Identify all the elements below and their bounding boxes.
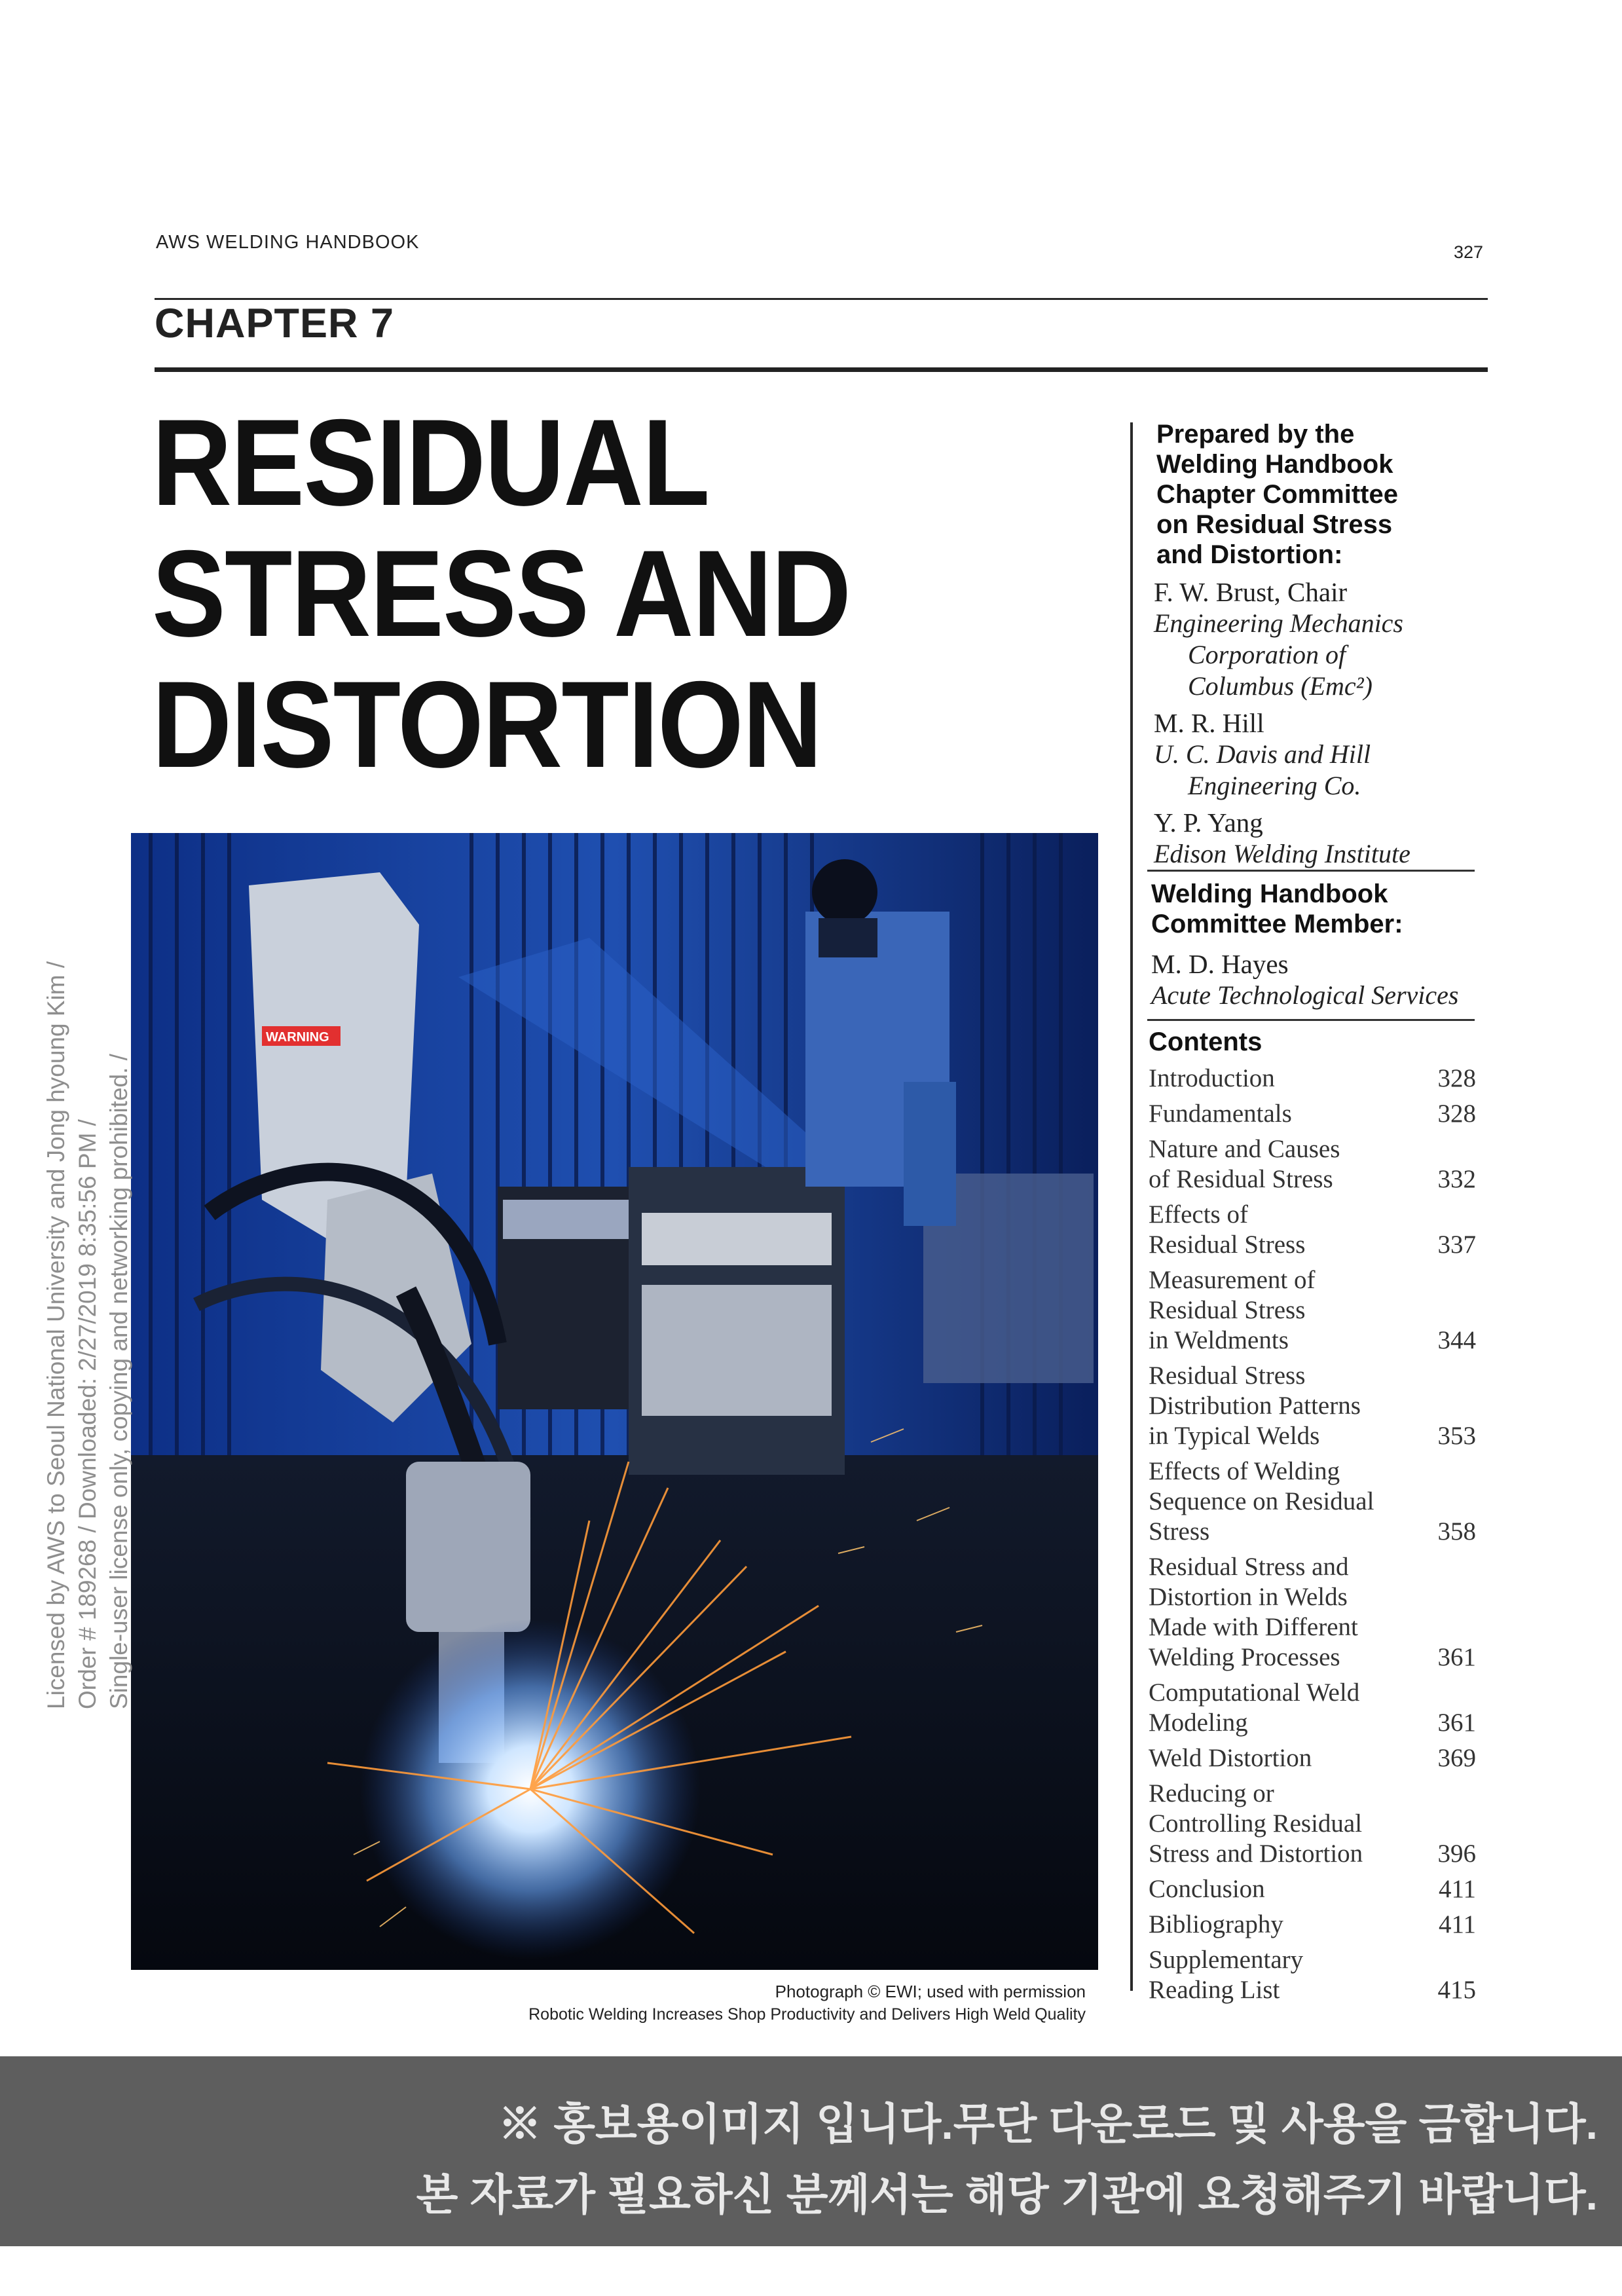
contents-heading: Contents [1149, 1028, 1263, 1056]
prepared-heading-line: Prepared by the [1156, 420, 1355, 449]
toc-entry[interactable] [1149, 1552, 1476, 1673]
toc-title: Sequence on Residual [1149, 1487, 1374, 1515]
title-line-3: DISTORTION [152, 656, 822, 793]
toc-title: Measurement of [1149, 1266, 1316, 1294]
toc-page: 344 [1437, 1326, 1476, 1354]
toc-page: 415 [1437, 1976, 1476, 2004]
sidebar-rule [1147, 870, 1475, 872]
toc-entry[interactable] [1149, 1743, 1476, 1773]
toc-title: Introduction [1149, 1064, 1275, 1092]
robotic-welding-scene [131, 833, 1098, 1970]
notice-line-1: ※ 홍보용이미지 입니다.무단 다운로드 및 사용을 금합니다. [498, 2100, 1598, 2148]
toc-page: 411 [1438, 1910, 1476, 1938]
license-watermark [41, 858, 135, 1709]
toc-page: 396 [1437, 1840, 1476, 1868]
member-name: F. W. Brust, Chair [1154, 577, 1348, 607]
prepared-heading [1156, 419, 1398, 570]
toc-title: Controlling Residual [1149, 1809, 1363, 1838]
title-line-2: STRESS AND [152, 525, 851, 662]
toc-entry[interactable] [1149, 1779, 1476, 1869]
prepared-heading-line: Welding Handbook [1156, 450, 1393, 479]
toc-page: 337 [1437, 1231, 1476, 1259]
toc-page: 369 [1437, 1744, 1476, 1772]
committee-member-heading [1151, 879, 1459, 1011]
toc-page: 332 [1437, 1165, 1476, 1193]
toc-title: of Residual Stress [1149, 1165, 1333, 1193]
committee-heading-line: Welding Handbook [1151, 880, 1388, 908]
toc-title: Modeling [1149, 1709, 1248, 1737]
prepared-heading-line: on Residual Stress [1156, 510, 1393, 539]
chapter-label: CHAPTER 7 [155, 301, 395, 346]
member-affiliation: Engineering Mechanics [1154, 608, 1403, 638]
chapter-title [152, 394, 851, 793]
member-affiliation: Engineering Co. [1188, 771, 1361, 800]
license-line: Order # 189268 / Downloaded: 2/27/2019 8:35:56 PM / [74, 1119, 101, 1709]
sidebar-rule [1147, 1019, 1475, 1021]
title-line-1: RESIDUAL [152, 394, 709, 531]
toc-page: 328 [1437, 1064, 1476, 1092]
toc-title: Made with Different [1149, 1613, 1358, 1641]
page-number: 327 [1454, 242, 1484, 262]
toc-title: Welding Processes [1149, 1643, 1340, 1671]
toc-title: in Weldments [1149, 1326, 1289, 1354]
toc-page: 353 [1437, 1422, 1476, 1450]
toc-title: Effects of Welding [1149, 1457, 1340, 1485]
toc-title: Residual Stress and [1149, 1553, 1349, 1581]
toc-title: Stress and Distortion [1149, 1840, 1363, 1868]
toc-page: 361 [1437, 1643, 1476, 1671]
toc-title: Effects of [1149, 1200, 1248, 1229]
running-head: AWS WELDING HANDBOOK [156, 232, 420, 253]
photo-credit: Photograph © EWI; used with permission [775, 1982, 1086, 2001]
toc-page: 411 [1438, 1875, 1476, 1903]
toc-title: Computational Weld [1149, 1678, 1360, 1707]
toc-entry[interactable] [1149, 1099, 1476, 1129]
member-affiliation: Acute Technological Services [1151, 980, 1459, 1010]
license-line: Single-user license only, copying and networking prohibited. / [105, 1054, 132, 1709]
member-affiliation: U. C. Davis and Hill [1154, 739, 1371, 769]
toc-title: Residual Stress [1149, 1231, 1306, 1259]
toc-page: 328 [1437, 1100, 1476, 1128]
license-line: Licensed by AWS to Seoul National University and Jong hyoung Kim / [43, 961, 69, 1709]
toc-title: Residual Stress [1149, 1296, 1306, 1324]
member-affiliation: Corporation of [1188, 640, 1346, 669]
toc-entry[interactable] [1149, 1910, 1476, 1940]
toc-title: Bibliography [1149, 1910, 1283, 1938]
toc-entry[interactable] [1149, 1200, 1476, 1260]
toc-entry[interactable] [1149, 1265, 1476, 1356]
photo-caption: Robotic Welding Increases Shop Productivity and Delivers High Weld Quality [528, 2005, 1086, 2024]
toc-title: Weld Distortion [1149, 1744, 1312, 1772]
member-name: M. R. Hill [1154, 708, 1264, 738]
prepared-heading-line: and Distortion: [1156, 540, 1343, 569]
toc-title: Distribution Patterns [1149, 1392, 1361, 1420]
toc-title: Stress [1149, 1517, 1210, 1546]
toc-page: 358 [1437, 1517, 1476, 1546]
toc-title: Supplementary [1149, 1946, 1304, 1974]
toc-title: Nature and Causes [1149, 1135, 1340, 1163]
toc-entry[interactable] [1149, 1945, 1476, 2005]
toc-title: Fundamentals [1149, 1100, 1292, 1128]
prepared-heading-line: Chapter Committee [1156, 480, 1398, 509]
toc-entry[interactable] [1149, 1456, 1476, 1547]
committee-heading-line: Committee Member: [1151, 910, 1403, 938]
warning-sign: WARNING [266, 1030, 329, 1045]
toc-title: Reading List [1149, 1976, 1280, 2004]
member-name: M. D. Hayes [1151, 949, 1289, 979]
welding-photo [131, 833, 1098, 1970]
toc-title: Distortion in Welds [1149, 1583, 1348, 1611]
toc-entry[interactable] [1149, 1064, 1476, 1094]
toc-title: Reducing or [1149, 1779, 1274, 1807]
toc-entry[interactable] [1149, 1678, 1476, 1738]
toc-entry[interactable] [1149, 1361, 1476, 1451]
sidebar-divider [1130, 422, 1133, 1991]
notice-line-2: 본 자료가 필요하신 분께서는 해당 기관에 요청해주기 바랍니다. [416, 2170, 1598, 2219]
toc-title: in Typical Welds [1149, 1422, 1320, 1450]
member-affiliation: Columbus (Emc²) [1188, 671, 1373, 701]
toc-entry[interactable] [1149, 1874, 1476, 1904]
toc-entry[interactable] [1149, 1134, 1476, 1194]
toc-page: 361 [1437, 1709, 1476, 1737]
toc-title: Residual Stress [1149, 1361, 1306, 1390]
toc-title: Conclusion [1149, 1875, 1265, 1903]
contents [1149, 1027, 1476, 2010]
committee-members [1154, 576, 1410, 870]
member-affiliation: Edison Welding Institute [1154, 839, 1410, 868]
chapter-rule [155, 367, 1488, 372]
member-name: Y. P. Yang [1154, 807, 1263, 838]
